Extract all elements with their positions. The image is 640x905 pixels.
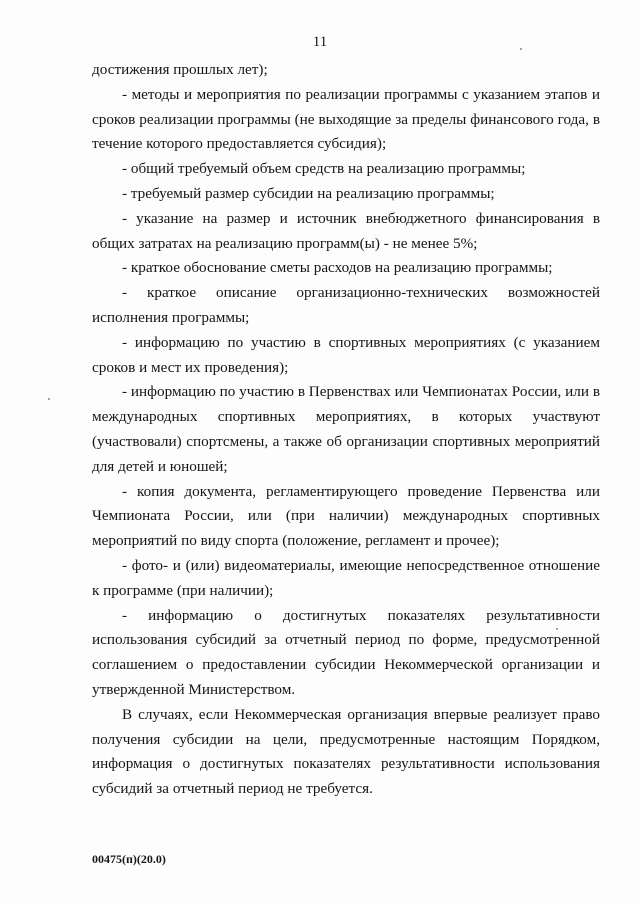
- paragraph: достижения прошлых лет);: [92, 61, 268, 78]
- list-item: - информацию о достигнутых показателях результативности использования субсидий за отчетный период по форме, предусмотренной соглашением о предоставлении субсидии Некоммерческой организации и утвержденной Министерством.: [92, 606, 600, 698]
- document-body: [92, 58, 600, 802]
- list-item: - информацию по участию в Первенствах или Чемпионатах России, или в международных спортивных мероприятиях, в которых участвуют (участвовали) спортсмены, а также об организации спортивных мероприятий для детей и юношей;: [92, 383, 600, 475]
- scan-speck: [556, 628, 558, 630]
- scan-speck: [520, 48, 522, 50]
- list-item: - фото- и (или) видеоматериалы, имеющие непосредственное отношение к программе (при наличии);: [92, 556, 600, 599]
- list-item: - краткое описание организационно-технических возможностей исполнения программы;: [92, 284, 600, 326]
- list-item: - копия документа, регламентирующего проведение Первенства или Чемпионата России, или (при наличии) международных спортивных мероприятий по виду спорта (положение, регламент и прочее);: [92, 482, 600, 550]
- list-item: - указание на размер и источник внебюджетного финансирования в общих затратах на реализацию программ(ы) - не менее 5%;: [92, 209, 600, 252]
- list-item: - методы и мероприятия по реализации программы с указанием этапов и сроков реализации программы (не выходящие за пределы финансового года, в течение которого предоставляется субсидия);: [92, 85, 600, 153]
- scan-speck: [48, 398, 50, 400]
- document-code: 00475(п)(20.0): [92, 852, 166, 866]
- list-item: - информацию по участию в спортивных мероприятиях (с указанием сроков и мест их проведения);: [92, 333, 600, 376]
- list-item: - требуемый размер субсидии на реализацию программы;: [122, 184, 495, 202]
- paragraph: В случаях, если Некоммерческая организация впервые реализует право получения субсидии на цели, предусмотренные настоящим Порядком, информация о достигнутых показателях результативности использования субсидий за отчетный период не требуется.: [92, 705, 600, 798]
- list-item: - краткое обоснование сметы расходов на реализацию программы;: [122, 259, 553, 277]
- list-item: - общий требуемый объем средств на реализацию программы;: [122, 160, 526, 178]
- page-number: 11: [312, 34, 328, 50]
